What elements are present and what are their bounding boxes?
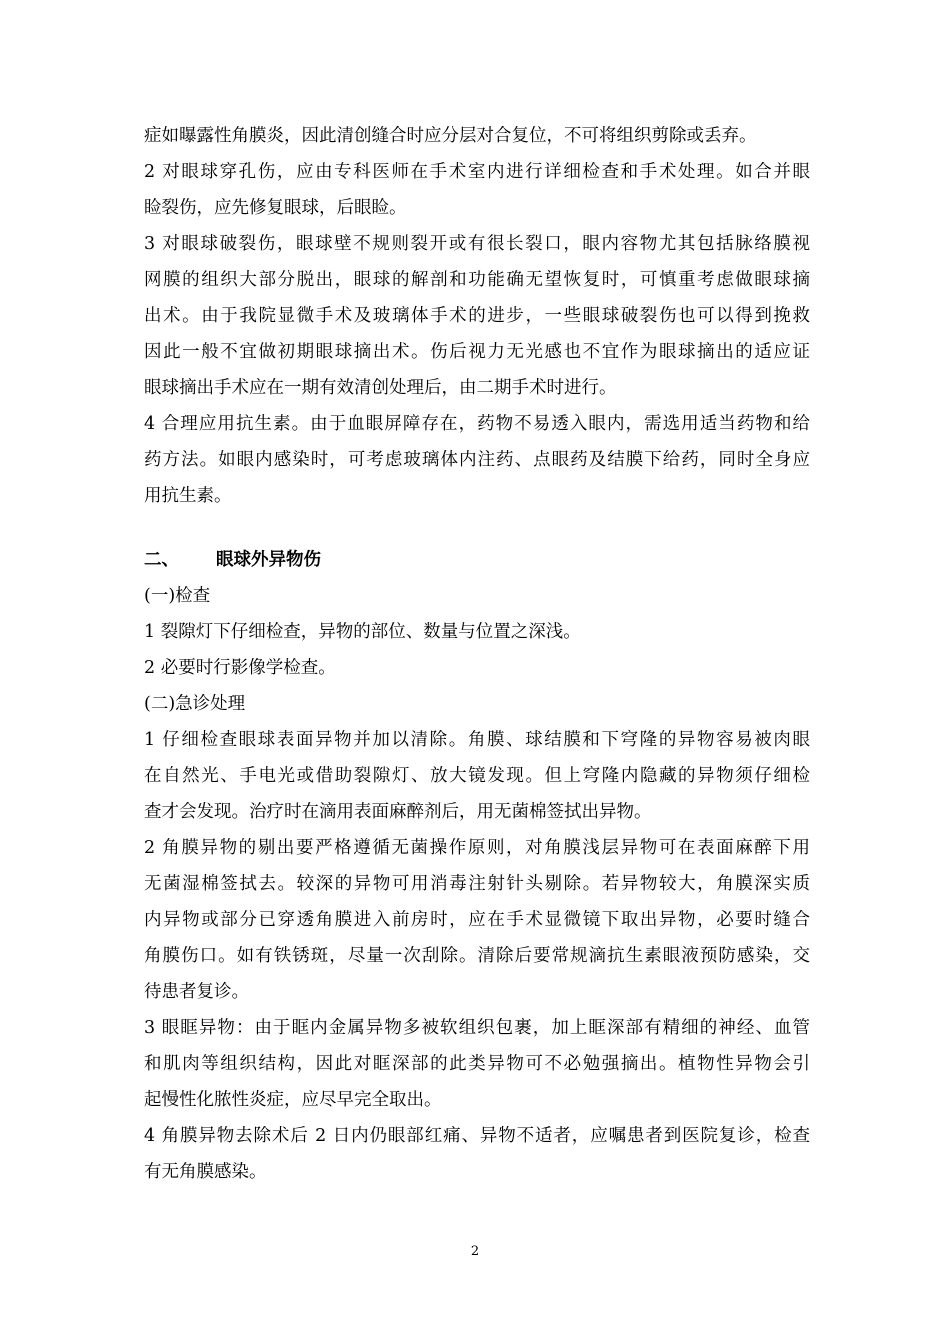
text-line: 有无角膜感染。 xyxy=(144,1162,267,1182)
paragraph xyxy=(144,650,810,686)
text-line: 和肌肉等组织结构，因此对眶深部的此类异物可不必勉强摘出。植物性异物会引 xyxy=(144,1054,810,1074)
paragraph xyxy=(144,1010,810,1118)
section-title: 眼球外异物伤 xyxy=(216,550,321,570)
text-line: 眼球摘出手术应在一期有效清创处理后，由二期手术时进行。 xyxy=(144,378,617,398)
text-block-bottom xyxy=(144,578,810,1190)
paragraph xyxy=(144,614,810,650)
text-line: 1 裂隙灯下仔细检查，异物的部位、数量与位置之深浅。 xyxy=(144,622,581,642)
page-body xyxy=(144,118,810,1190)
paragraph xyxy=(144,578,810,614)
paragraph xyxy=(144,226,810,406)
text-line: (二)急诊处理 xyxy=(144,694,246,714)
text-line: 因此一般不宜做初期眼球摘出术。伤后视力无光感也不宜作为眼球摘出的适应证 xyxy=(144,342,810,362)
text-block-top xyxy=(144,118,810,514)
text-line: 睑裂伤，应先修复眼球，后眼睑。 xyxy=(144,198,407,218)
paragraph xyxy=(144,118,810,154)
text-line: 2 角膜异物的剔出要严格遵循无菌操作原则，对角膜浅层异物可在表面麻醉下用 xyxy=(144,838,810,858)
text-line: 2 对眼球穿孔伤，应由专科医师在手术室内进行详细检查和手术处理。如合并眼 xyxy=(144,162,810,182)
page-number: 2 xyxy=(470,1244,480,1259)
text-line: 2 必要时行影像学检查。 xyxy=(144,658,336,678)
text-line: 出术。由于我院显微手术及玻璃体手术的进步，一些眼球破裂伤也可以得到挽救 xyxy=(144,306,810,326)
paragraph xyxy=(144,830,810,1010)
text-line: 4 角膜异物去除术后 2 日内仍眼部红痛、异物不适者，应嘱患者到医院复诊，检查 xyxy=(144,1126,810,1146)
text-line: 用抗生素。 xyxy=(144,486,232,506)
paragraph xyxy=(144,722,810,830)
section-heading xyxy=(144,542,810,578)
text-line: (一)检查 xyxy=(144,586,211,606)
text-line: 药方法。如眼内感染时，可考虑玻璃体内注药、点眼药及结膜下给药，同时全身应 xyxy=(144,450,810,470)
text-line: 查才会发现。治疗时在滴用表面麻醉剂后，用无菌棉签拭出异物。 xyxy=(144,802,652,822)
text-line: 角膜伤口。如有铁锈斑，尽量一次刮除。清除后要常规滴抗生素眼液预防感染，交 xyxy=(144,946,810,966)
text-line: 无菌湿棉签拭去。较深的异物可用消毒注射针头剔除。若异物较大，角膜深实质 xyxy=(144,874,810,894)
text-line: 网膜的组织大部分脱出，眼球的解剖和功能确无望恢复时，可慎重考虑做眼球摘 xyxy=(144,270,810,290)
section-number: 二、 xyxy=(144,550,179,570)
text-line: 3 眼眶异物：由于眶内金属异物多被软组织包裹，加上眶深部有精细的神经、血管 xyxy=(144,1018,810,1038)
paragraph xyxy=(144,406,810,514)
text-line: 起慢性化脓性炎症，应尽早完全取出。 xyxy=(144,1090,442,1110)
text-line: 在自然光、手电光或借助裂隙灯、放大镜发现。但上穹隆内隐藏的异物须仔细检 xyxy=(144,766,810,786)
text-line: 4 合理应用抗生素。由于血眼屏障存在，药物不易透入眼内，需选用适当药物和给 xyxy=(144,414,810,434)
text-line: 内异物或部分已穿透角膜进入前房时，应在手术显微镜下取出异物，必要时缝合 xyxy=(144,910,810,930)
paragraph xyxy=(144,1118,810,1190)
paragraph xyxy=(144,686,810,722)
text-line: 待患者复诊。 xyxy=(144,982,249,1002)
text-line: 症如曝露性角膜炎，因此清创缝合时应分层对合复位，不可将组织剪除或丢弃。 xyxy=(144,126,757,146)
paragraph xyxy=(144,154,810,226)
text-line: 1 仔细检查眼球表面异物并加以清除。角膜、球结膜和下穹隆的异物容易被肉眼 xyxy=(144,730,810,750)
section-spacer xyxy=(144,514,810,542)
text-line: 3 对眼球破裂伤，眼球壁不规则裂开或有很长裂口，眼内容物尤其包括脉络膜视 xyxy=(144,234,810,254)
